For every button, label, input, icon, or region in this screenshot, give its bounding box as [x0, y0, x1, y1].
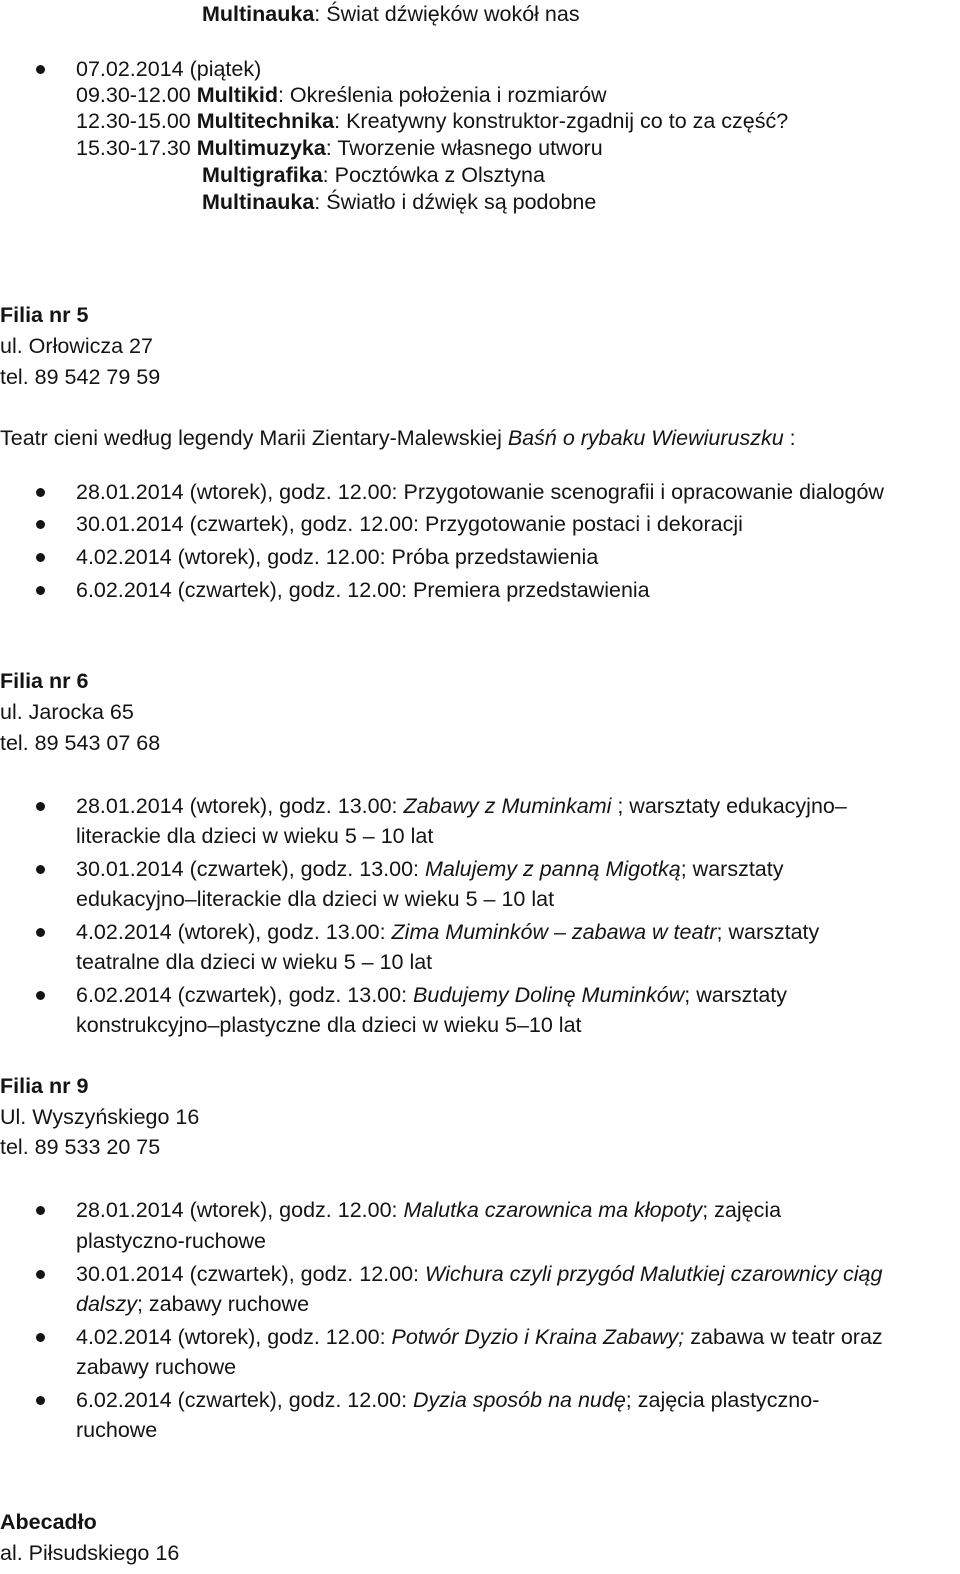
list-item-continuation: edukacyjno–literackie dla dzieci w wieku 5 – 10 lat	[76, 887, 555, 911]
list-item: 4.02.2014 (wtorek), godz. 13.00: Zima Muminków – zabawa w teatr; warsztaty	[76, 920, 820, 944]
list-item: 30.01.2014 (czwartek), godz. 12.00: Przygotowanie postaci i dekoracji	[76, 512, 743, 536]
bullet-icon	[36, 1206, 45, 1215]
section-title: Abecadło	[0, 1510, 97, 1534]
list-item: 30.01.2014 (czwartek), godz. 12.00: Wichura czyli przygód Malutkiej czarownicy ciąg	[76, 1262, 883, 1286]
list-item-continuation: literackie dla dzieci w wieku 5 – 10 lat	[76, 824, 434, 848]
schedule-row: Multinauka: Światło i dźwięk są podobne	[202, 190, 597, 214]
address: al. Piłsudskiego 16	[0, 1541, 180, 1565]
bullet-icon	[36, 1396, 45, 1405]
bullet-icon	[36, 991, 45, 1000]
bullet-icon	[36, 520, 45, 529]
phone: tel. 89 543 07 68	[0, 731, 161, 755]
event-date: 07.02.2014 (piątek)	[76, 57, 262, 81]
schedule-row: 15.30-17.30 Multimuzyka: Tworzenie własnego utworu	[76, 136, 603, 160]
bullet-icon	[36, 802, 45, 811]
list-item: 4.02.2014 (wtorek), godz. 12.00: Próba przedstawienia	[76, 545, 599, 569]
schedule-row: 09.30-12.00 Multikid: Określenia położenia i rozmiarów	[76, 83, 607, 107]
bullet-icon	[36, 488, 45, 497]
bullet-icon	[36, 1270, 45, 1279]
list-item-continuation: dalszy; zabawy ruchowe	[76, 1292, 310, 1316]
schedule-row: 12.30-15.00 Multitechnika: Kreatywny konstruktor-zgadnij co to za część?	[76, 109, 789, 133]
list-item-continuation: plastyczno-ruchowe	[76, 1229, 267, 1253]
bullet-icon	[36, 928, 45, 937]
bullet-icon	[36, 1333, 45, 1342]
section-title: Filia nr 5	[0, 303, 89, 327]
list-item: 30.01.2014 (czwartek), godz. 13.00: Malujemy z panną Migotką; warsztaty	[76, 857, 784, 881]
list-item: 4.02.2014 (wtorek), godz. 12.00: Potwór Dyzio i Kraina Zabawy; zabawa w teatr oraz	[76, 1325, 883, 1349]
bullet-icon	[36, 865, 45, 874]
list-item-continuation: zabawy ruchowe	[76, 1355, 237, 1379]
phone: tel. 89 542 79 59	[0, 365, 161, 389]
list-item-continuation: ruchowe	[76, 1418, 158, 1442]
list-item-continuation: konstrukcyjno–plastyczne dla dzieci w wieku 5–10 lat	[76, 1013, 582, 1037]
bullet-icon	[36, 65, 45, 74]
list-item: 28.01.2014 (wtorek), godz. 13.00: Zabawy z Muminkami ; warsztaty edukacyjno–	[76, 794, 847, 818]
bullet-icon	[36, 553, 45, 562]
multinauka-intro: Multinauka: Świat dźwięków wokół nas	[202, 2, 580, 26]
phone: tel. 89 533 20 75	[0, 1135, 161, 1159]
address: ul. Jarocka 65	[0, 700, 134, 724]
address: Ul. Wyszyńskiego 16	[0, 1105, 200, 1129]
list-item: 28.01.2014 (wtorek), godz. 12.00: Przygotowanie scenografii i opracowanie dialogów	[76, 480, 884, 504]
list-item: 6.02.2014 (czwartek), godz. 12.00: Dyzia sposób na nudę; zajęcia plastyczno-	[76, 1388, 820, 1412]
section-title: Filia nr 6	[0, 669, 89, 693]
list-item-continuation: teatralne dla dzieci w wieku 5 – 10 lat	[76, 950, 433, 974]
list-item: 6.02.2014 (czwartek), godz. 12.00: Premiera przedstawienia	[76, 578, 650, 602]
section-title: Filia nr 9	[0, 1074, 89, 1098]
list-item: 28.01.2014 (wtorek), godz. 12.00: Malutka czarownica ma kłopoty; zajęcia	[76, 1198, 782, 1222]
project-description: Teatr cieni według legendy Marii Zientary-Malewskiej Baśń o rybaku Wiewiuruszku :	[0, 426, 796, 450]
list-item: 6.02.2014 (czwartek), godz. 13.00: Budujemy Dolinę Muminków; warsztaty	[76, 983, 788, 1007]
address: ul. Orłowicza 27	[0, 334, 153, 358]
schedule-row: Multigrafika: Pocztówka z Olsztyna	[202, 163, 545, 187]
bullet-icon	[36, 586, 45, 595]
